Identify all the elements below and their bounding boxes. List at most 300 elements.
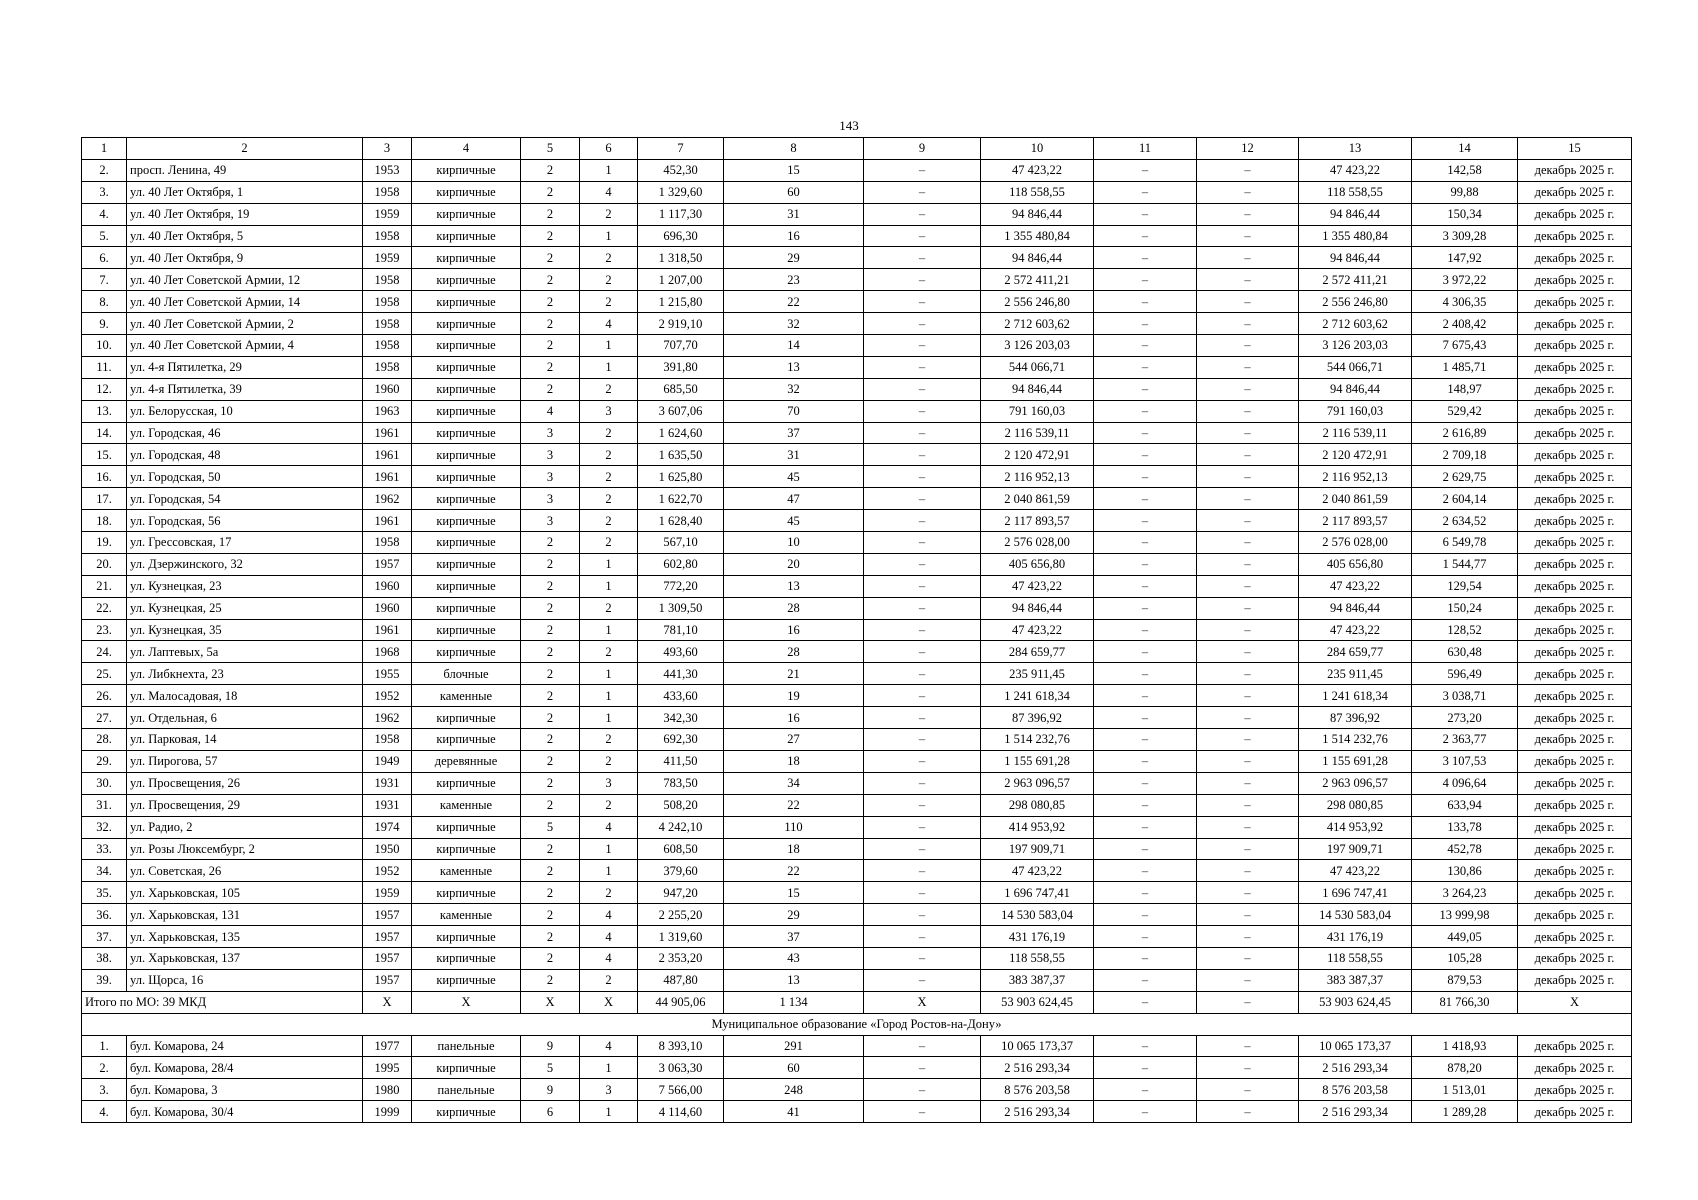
table-cell: кирпичные (412, 597, 521, 619)
table-cell: блочные (412, 663, 521, 685)
table-cell: – (864, 335, 981, 357)
table-cell: ул. 4-я Пятилетка, 29 (127, 356, 363, 378)
table-cell: кирпичные (412, 926, 521, 948)
table-cell: – (1094, 356, 1197, 378)
table-cell: 1 117,30 (638, 203, 724, 225)
table-cell: – (1197, 641, 1299, 663)
table-cell: кирпичные (412, 181, 521, 203)
table-cell: 94 846,44 (1299, 378, 1412, 400)
table-cell: 15 (724, 159, 864, 181)
table-cell: 15 (724, 882, 864, 904)
table-cell: кирпичные (412, 225, 521, 247)
table-cell: 5. (82, 225, 127, 247)
table-cell: 31 (724, 203, 864, 225)
table-row (82, 466, 1632, 488)
table-cell: панельные (412, 1079, 521, 1101)
table-cell: декабрь 2025 г. (1518, 444, 1632, 466)
table-cell: кирпичные (412, 269, 521, 291)
table-cell: – (1197, 378, 1299, 400)
table-cell: декабрь 2025 г. (1518, 378, 1632, 400)
table-row (82, 794, 1632, 816)
table-cell: 2 (521, 685, 580, 707)
table-cell: – (864, 159, 981, 181)
table-cell: – (1094, 991, 1197, 1013)
table-cell: декабрь 2025 г. (1518, 466, 1632, 488)
table-cell: декабрь 2025 г. (1518, 400, 1632, 422)
table-cell: – (1197, 269, 1299, 291)
table-cell: 19 (724, 685, 864, 707)
table-cell: 2 (580, 794, 638, 816)
table-cell: 9 (521, 1079, 580, 1101)
table-cell: 20 (724, 553, 864, 575)
table-cell: 2 (521, 575, 580, 597)
table-cell: 94 846,44 (1299, 203, 1412, 225)
table-cell: – (1197, 466, 1299, 488)
table-cell: 2 363,77 (1412, 729, 1518, 751)
table-cell: 487,80 (638, 969, 724, 991)
table-cell: 3 607,06 (638, 400, 724, 422)
table-cell: ул. 4-я Пятилетка, 39 (127, 378, 363, 400)
table-cell: 2 712 603,62 (981, 313, 1094, 335)
table-cell: – (1094, 247, 1197, 269)
table-cell: 508,20 (638, 794, 724, 816)
table-cell: 9 (864, 138, 981, 160)
table-cell: 2 120 472,91 (981, 444, 1094, 466)
table-cell: 12 (1197, 138, 1299, 160)
table-cell: 878,20 (1412, 1057, 1518, 1079)
table-cell: 28 (724, 597, 864, 619)
table-cell: 1 544,77 (1412, 553, 1518, 575)
table-cell: 45 (724, 510, 864, 532)
table-cell: 29. (82, 750, 127, 772)
section (82, 1013, 1632, 1035)
table-row (82, 488, 1632, 510)
table-cell: – (864, 904, 981, 926)
table-cell: 2 712 603,62 (1299, 313, 1412, 335)
table-cell: 12. (82, 378, 127, 400)
table-cell: 1 241 618,34 (981, 685, 1094, 707)
table-cell: 6. (82, 247, 127, 269)
table-row (82, 532, 1632, 554)
table-cell: – (1197, 488, 1299, 510)
table-cell: – (1094, 488, 1197, 510)
table-cell: 235 911,45 (981, 663, 1094, 685)
table-cell: 1958 (363, 313, 412, 335)
table-cell: 2 (580, 378, 638, 400)
table-cell: ул. 40 Лет Советской Армии, 14 (127, 291, 363, 313)
table-cell: кирпичные (412, 575, 521, 597)
table-cell: – (1094, 291, 1197, 313)
table-cell: Итого по МО: 39 МКД (82, 991, 363, 1013)
table-row (82, 313, 1632, 335)
table-cell: – (864, 400, 981, 422)
table-cell: декабрь 2025 г. (1518, 510, 1632, 532)
table-cell: кирпичные (412, 1057, 521, 1079)
table-row (82, 356, 1632, 378)
table-cell: 1 514 232,76 (981, 729, 1094, 751)
table-cell: 21. (82, 575, 127, 597)
table-cell: 70 (724, 400, 864, 422)
table-cell: 1958 (363, 335, 412, 357)
table-cell: 25. (82, 663, 127, 685)
table-cell: 1 (580, 159, 638, 181)
table-cell: – (1197, 663, 1299, 685)
table-cell: 1995 (363, 1057, 412, 1079)
table-cell: ул. Харьковская, 135 (127, 926, 363, 948)
table-row (82, 291, 1632, 313)
table-cell: 3 (521, 466, 580, 488)
table-cell: – (1094, 969, 1197, 991)
table-cell: 405 656,80 (981, 553, 1094, 575)
table-cell: кирпичные (412, 422, 521, 444)
table-cell: 47 423,22 (981, 860, 1094, 882)
table-cell: 10. (82, 335, 127, 357)
header-row (82, 138, 1632, 160)
table-cell: 2 516 293,34 (981, 1101, 1094, 1123)
table-cell: 452,30 (638, 159, 724, 181)
table-cell: ул. Кузнецкая, 35 (127, 619, 363, 641)
table-cell: 879,53 (1412, 969, 1518, 991)
table-cell: декабрь 2025 г. (1518, 203, 1632, 225)
table-row (82, 400, 1632, 422)
table-cell: – (864, 1035, 981, 1057)
table-cell: 1 (580, 575, 638, 597)
table-cell: 1 289,28 (1412, 1101, 1518, 1123)
table-cell: – (1197, 532, 1299, 554)
table-cell: – (1094, 313, 1197, 335)
table-cell: декабрь 2025 г. (1518, 685, 1632, 707)
table-cell: 16 (724, 619, 864, 641)
table-cell: 2 604,14 (1412, 488, 1518, 510)
table-cell: – (1094, 794, 1197, 816)
table-cell: 2 (521, 904, 580, 926)
table-cell: 130,86 (1412, 860, 1518, 882)
table-cell: ул. Просвещения, 29 (127, 794, 363, 816)
table-cell: 1952 (363, 685, 412, 707)
table-cell: 1957 (363, 969, 412, 991)
table-cell: ул. Городская, 50 (127, 466, 363, 488)
table-cell: – (1094, 159, 1197, 181)
table-cell: 405 656,80 (1299, 553, 1412, 575)
table-cell: – (864, 532, 981, 554)
table-cell: 431 176,19 (981, 926, 1094, 948)
table-row (82, 575, 1632, 597)
table-cell: 2 (521, 225, 580, 247)
table-cell: – (864, 1101, 981, 1123)
table-cell: каменные (412, 794, 521, 816)
table-cell: – (864, 356, 981, 378)
table-cell: 342,30 (638, 707, 724, 729)
table-row (82, 707, 1632, 729)
table-cell: 2 (521, 159, 580, 181)
table-cell: 2 709,18 (1412, 444, 1518, 466)
table-cell: – (864, 488, 981, 510)
table-cell: 431 176,19 (1299, 926, 1412, 948)
table-cell: – (864, 969, 981, 991)
table-cell: 43 (724, 947, 864, 969)
table-cell: – (864, 860, 981, 882)
table-cell: декабрь 2025 г. (1518, 159, 1632, 181)
table-cell: – (1094, 860, 1197, 882)
table-cell: кирпичные (412, 772, 521, 794)
table-cell: кирпичные (412, 619, 521, 641)
table-cell: 3 (580, 772, 638, 794)
table-cell: декабрь 2025 г. (1518, 969, 1632, 991)
table-cell: – (1094, 1035, 1197, 1057)
table-cell: – (864, 641, 981, 663)
table-cell: кирпичные (412, 488, 521, 510)
table-cell: 2 116 539,11 (1299, 422, 1412, 444)
table-cell: 2 (521, 794, 580, 816)
table-cell: 1961 (363, 466, 412, 488)
table-cell: 2 (521, 313, 580, 335)
table-cell: 1958 (363, 729, 412, 751)
table-cell: 2 (521, 838, 580, 860)
table-cell: декабрь 2025 г. (1518, 904, 1632, 926)
table-cell: 1 (580, 685, 638, 707)
table-cell: ул. Радио, 2 (127, 816, 363, 838)
table-cell: 105,28 (1412, 947, 1518, 969)
table-cell: 2 (580, 203, 638, 225)
table-cell: 2. (82, 1057, 127, 1079)
table-cell: 150,24 (1412, 597, 1518, 619)
table-cell: – (864, 466, 981, 488)
table-cell: 1 134 (724, 991, 864, 1013)
table-cell: ул. Харьковская, 131 (127, 904, 363, 926)
table-cell: – (864, 597, 981, 619)
table-cell: 1 155 691,28 (1299, 750, 1412, 772)
table-cell: 2 (521, 203, 580, 225)
table-cell: 1 (580, 356, 638, 378)
table-cell: кирпичные (412, 838, 521, 860)
table-cell: 2 629,75 (1412, 466, 1518, 488)
table-cell: 37 (724, 926, 864, 948)
table-cell: – (1197, 991, 1299, 1013)
table-cell: кирпичные (412, 947, 521, 969)
table-cell: – (1197, 750, 1299, 772)
table-row (82, 444, 1632, 466)
table-cell: 449,05 (1412, 926, 1518, 948)
table-cell: – (1197, 619, 1299, 641)
table-cell: 298 080,85 (981, 794, 1094, 816)
table-cell: 60 (724, 1057, 864, 1079)
table-cell: 2 (521, 663, 580, 685)
table-cell: – (1094, 444, 1197, 466)
table-cell: – (1094, 597, 1197, 619)
table-cell: 1977 (363, 1035, 412, 1057)
table-cell: декабрь 2025 г. (1518, 575, 1632, 597)
table-cell: – (864, 181, 981, 203)
table-cell: 1931 (363, 772, 412, 794)
table-cell: 947,20 (638, 882, 724, 904)
table-cell: 47 423,22 (1299, 575, 1412, 597)
table-cell: – (1197, 225, 1299, 247)
table-cell: 2 117 893,57 (981, 510, 1094, 532)
table-cell: – (1197, 444, 1299, 466)
table-cell: 14 530 583,04 (1299, 904, 1412, 926)
table-cell: кирпичные (412, 378, 521, 400)
table-cell: декабрь 2025 г. (1518, 641, 1632, 663)
table-cell: 2 (521, 860, 580, 882)
table-cell: Муниципальное образование «Город Ростов-на-Дону» (82, 1013, 1632, 1035)
table-cell: X (580, 991, 638, 1013)
table-cell: – (1197, 181, 1299, 203)
table-cell: кирпичные (412, 1101, 521, 1123)
table-cell: декабрь 2025 г. (1518, 422, 1632, 444)
table-cell: 30. (82, 772, 127, 794)
table-cell: ул. Городская, 48 (127, 444, 363, 466)
table-cell: кирпичные (412, 466, 521, 488)
table-cell: – (1197, 553, 1299, 575)
table-cell: – (864, 838, 981, 860)
table-cell: 2 (580, 291, 638, 313)
table-cell: 1958 (363, 291, 412, 313)
table-cell: 94 846,44 (981, 597, 1094, 619)
table-cell: 1952 (363, 860, 412, 882)
table-cell: декабрь 2025 г. (1518, 291, 1632, 313)
table-row (82, 335, 1632, 357)
page-number: 143 (839, 118, 859, 133)
table-cell: 1 635,50 (638, 444, 724, 466)
table-cell: деревянные (412, 750, 521, 772)
table-cell: 2 963 096,57 (981, 772, 1094, 794)
table-cell: 433,60 (638, 685, 724, 707)
table-cell: кирпичные (412, 444, 521, 466)
table-cell: – (864, 882, 981, 904)
table-cell: 1955 (363, 663, 412, 685)
table-cell: – (1197, 794, 1299, 816)
table-cell: 8 576 203,58 (1299, 1079, 1412, 1101)
table-cell: 1961 (363, 619, 412, 641)
table-cell: 4 (580, 947, 638, 969)
table-cell: 15 (1518, 138, 1632, 160)
table-cell: 2 040 861,59 (981, 488, 1094, 510)
table-cell: 3 126 203,03 (981, 335, 1094, 357)
table-cell: 284 659,77 (981, 641, 1094, 663)
table-row (82, 860, 1632, 882)
table-cell: 8 393,10 (638, 1035, 724, 1057)
table-cell: 1958 (363, 532, 412, 554)
table-cell: – (1094, 510, 1197, 532)
table-cell: 7. (82, 269, 127, 291)
table-cell: декабрь 2025 г. (1518, 816, 1632, 838)
table-cell: 1 318,50 (638, 247, 724, 269)
table-cell: бул. Комарова, 3 (127, 1079, 363, 1101)
table-cell: кирпичные (412, 356, 521, 378)
table-cell: 3 (580, 1079, 638, 1101)
table-cell: декабрь 2025 г. (1518, 597, 1632, 619)
table-cell: ул. Городская, 54 (127, 488, 363, 510)
table-cell: – (1094, 641, 1197, 663)
table-cell: декабрь 2025 г. (1518, 1101, 1632, 1123)
table-cell: – (1197, 926, 1299, 948)
table-cell: 2 556 246,80 (981, 291, 1094, 313)
table-cell: 31. (82, 794, 127, 816)
table-cell: декабрь 2025 г. (1518, 335, 1632, 357)
table-cell: 2 (580, 532, 638, 554)
table-cell: 118 558,55 (981, 181, 1094, 203)
table-row (82, 378, 1632, 400)
table-cell: 1 355 480,84 (981, 225, 1094, 247)
table-cell: 2 (521, 356, 580, 378)
table-cell: ул. Отдельная, 6 (127, 707, 363, 729)
table-cell: 2 120 472,91 (1299, 444, 1412, 466)
table-cell: 45 (724, 466, 864, 488)
table-cell: 2 (580, 729, 638, 751)
table-cell: 414 953,92 (1299, 816, 1412, 838)
table-cell: 4 096,64 (1412, 772, 1518, 794)
table-cell: 94 846,44 (1299, 247, 1412, 269)
table-cell: 197 909,71 (1299, 838, 1412, 860)
table-cell: – (1197, 1035, 1299, 1057)
table-cell: 1 (580, 553, 638, 575)
table-cell: – (864, 794, 981, 816)
table-cell: 493,60 (638, 641, 724, 663)
table-cell: 94 846,44 (981, 378, 1094, 400)
table-row (82, 882, 1632, 904)
table-cell: 2 576 028,00 (981, 532, 1094, 554)
table-cell: 2 (521, 969, 580, 991)
table-cell: 1957 (363, 904, 412, 926)
table-cell: – (1197, 203, 1299, 225)
table-cell: 27. (82, 707, 127, 729)
table-row (82, 750, 1632, 772)
table-cell: – (1094, 947, 1197, 969)
table-cell: 1980 (363, 1079, 412, 1101)
table-cell: 87 396,92 (1299, 707, 1412, 729)
table-cell: 13 (724, 575, 864, 597)
table-cell: 2 (521, 641, 580, 663)
table-cell: 13 (724, 969, 864, 991)
table-cell: 1958 (363, 356, 412, 378)
table-cell: 29 (724, 904, 864, 926)
table-cell: 1962 (363, 707, 412, 729)
table-cell: 1950 (363, 838, 412, 860)
table-cell: 7 675,43 (1412, 335, 1518, 357)
table-cell: 38. (82, 947, 127, 969)
table-cell: кирпичные (412, 335, 521, 357)
table-cell: 414 953,92 (981, 816, 1094, 838)
table-cell: – (1094, 553, 1197, 575)
table-cell: 8 576 203,58 (981, 1079, 1094, 1101)
table-cell: 2 (521, 772, 580, 794)
table-cell: 608,50 (638, 838, 724, 860)
table-cell: 1 (580, 860, 638, 882)
table-cell: – (1197, 947, 1299, 969)
table-cell: каменные (412, 860, 521, 882)
table-cell: 2 556 246,80 (1299, 291, 1412, 313)
table-cell: – (1094, 772, 1197, 794)
table-cell: 1 513,01 (1412, 1079, 1518, 1101)
table-cell: 53 903 624,45 (981, 991, 1094, 1013)
table-cell: 441,30 (638, 663, 724, 685)
table-cell: 791 160,03 (1299, 400, 1412, 422)
table-cell: декабрь 2025 г. (1518, 750, 1632, 772)
table-cell: – (864, 225, 981, 247)
table-cell: 2 576 028,00 (1299, 532, 1412, 554)
table-cell: 6 549,78 (1412, 532, 1518, 554)
table-cell: 567,10 (638, 532, 724, 554)
table-cell: – (1094, 269, 1197, 291)
table-cell: – (864, 663, 981, 685)
table-cell: 39. (82, 969, 127, 991)
table-cell: 2 (580, 247, 638, 269)
table-cell: 19. (82, 532, 127, 554)
table-cell: – (864, 269, 981, 291)
table-cell: 150,34 (1412, 203, 1518, 225)
table-cell: – (1094, 335, 1197, 357)
table-cell: 1959 (363, 203, 412, 225)
